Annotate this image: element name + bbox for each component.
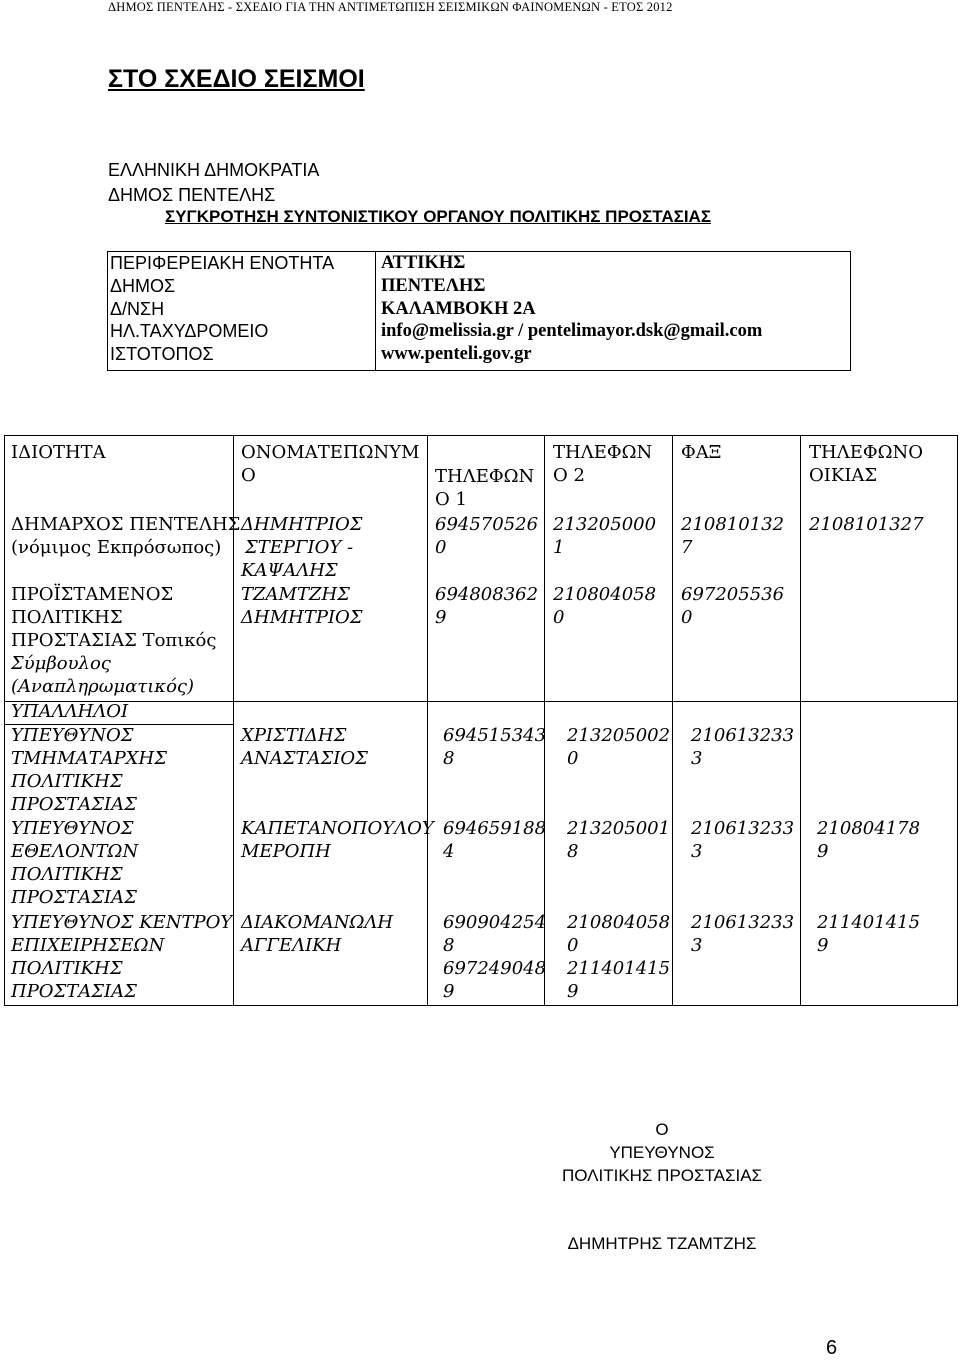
chief-role: ΥΠΕΥΘΥΝΟΣ (11, 725, 134, 746)
municipality-label: ΔΗΜΟΣ ΠΕΝΤΕΛΗΣ (108, 185, 276, 205)
info-value: ΑΤΤΙΚΗΣ (381, 253, 466, 273)
volunteers-fax: 210613233 (691, 818, 795, 839)
head-name: ΔΗΜΗΤΡΙΟΣ (241, 607, 363, 628)
ops-phone2: 9 (567, 981, 579, 1002)
chief-role: ΠΟΛΙΤΙΚΗΣ (11, 771, 123, 792)
republic-label: ΕΛΛΗΝΙΚΗ ΔΗΜΟΚΡΑΤΙΑ (108, 160, 320, 180)
email-link[interactable]: info@melissia.gr / pentelimayor.dsk@gmail.com (381, 321, 763, 342)
head-role: ΠΡΟΪΣΤΑΜΕΝΟΣ (11, 584, 174, 605)
volunteers-phone1: 4 (443, 841, 455, 862)
info-table (107, 251, 851, 371)
mayor-role: (νόμιμος Εκπρόσωπος) (11, 537, 222, 558)
volunteers-phone1: 694659188 (443, 818, 547, 839)
chief-phone1: 8 (443, 748, 455, 769)
head-role: (Αναπληρωματικός) (11, 676, 195, 697)
committee-title: ΣΥΓΚΡΟΤΗΣΗ ΣΥΝΤΟΝΙΣΤΙΚΟΥ ΟΡΓΑΝΟΥ ΠΟΛΙΤΙΚΗΣ ΠΡΟΣΤΑΣΙΑΣ (165, 207, 712, 226)
header-fax: ΦΑΞ (681, 442, 722, 463)
mayor-name: ΔΗΜΗΤΡΙΟΣ (241, 514, 363, 535)
head-phone1: 9 (435, 607, 447, 628)
ops-home: 9 (817, 935, 829, 956)
ops-phone2: 210804058 (567, 912, 671, 933)
chief-role: ΠΡΟΣΤΑΣΙΑΣ (11, 794, 137, 815)
employees-label: ΥΠΑΛΛΗΛΟΙ (11, 701, 129, 722)
ops-phone1: 8 (443, 935, 455, 956)
running-header: ΔΗΜΟΣ ΠΕΝΤΕΛΗΣ - ΣΧΕΔΙΟ ΓΙΑ ΤΗΝ ΑΝΤΙΜΕΤΩΠΙΣΗ ΣΕΙΣΜΙΚΩΝ ΦΑΙΝΟΜΕΝΩΝ - ΕΤΟΣ 2012 (108, 0, 673, 14)
head-fax: 0 (681, 607, 693, 628)
chief-fax: 3 (691, 748, 703, 769)
ops-role: ΥΠΕΥΘΥΝΟΣ ΚΕΝΤΡΟΥ (11, 912, 233, 933)
info-labels (108, 252, 376, 370)
volunteers-home: 210804178 (817, 818, 921, 839)
contacts-table (4, 435, 958, 1006)
header-phone2: ΤΗΛΕΦΩΝ (553, 442, 653, 463)
header-home: ΤΗΛΕΦΩΝΟ (809, 442, 924, 463)
ops-phone2: 0 (567, 935, 579, 956)
mayor-phone2: 213205000 (553, 514, 657, 535)
head-name: ΤΖΑΜΤΖΗΣ (241, 584, 350, 605)
ops-name: ΑΓΓΕΛΙΚΗ (241, 935, 342, 956)
mayor-fax: 210810132 (681, 514, 785, 535)
header-name: ΟΝΟΜΑΤΕΠΩΝΥΜ (241, 442, 420, 463)
ops-phone1: 9 (443, 981, 455, 1002)
info-label: ΙΣΤΟΤΟΠΟΣ (110, 344, 214, 365)
info-value: ΠΕΝΤΕΛΗΣ (381, 275, 486, 296)
chief-phone1: 694515343 (443, 725, 547, 746)
chief-phone2: 0 (567, 748, 579, 769)
mayor-phone2: 1 (553, 537, 565, 558)
header-home: ΟΙΚΙΑΣ (809, 465, 878, 486)
ops-phone1: 690904254 (443, 912, 547, 933)
head-phone2: 0 (553, 607, 565, 628)
volunteers-role: ΕΘΕΛΟΝΤΩΝ (11, 841, 139, 862)
column-divider (800, 724, 801, 1005)
header-role: ΙΔΙΟΤΗΤΑ (11, 442, 106, 463)
chief-role: ΤΜΗΜΑΤΑΡΧΗΣ (11, 748, 167, 769)
signature-line3: ΠΟΛΙΤΙΚΗΣ ΠΡΟΣΤΑΣΙΑΣ (561, 1166, 763, 1185)
signature-line1: Ο (655, 1120, 669, 1139)
ops-phone1: 697249048 (443, 958, 547, 979)
header-name: Ο (241, 465, 256, 486)
ops-home: 211401415 (817, 912, 921, 933)
volunteers-phone2: 8 (567, 841, 579, 862)
website-link[interactable]: www.penteli.gov.gr (381, 344, 532, 365)
chief-name: ΑΝΑΣΤΑΣΙΟΣ (241, 748, 368, 769)
volunteers-phone2: 213205001 (567, 818, 671, 839)
ops-role: ΕΠΙΧΕΙΡΗΣΕΩΝ (11, 935, 165, 956)
mayor-home: 2108101327 (809, 514, 924, 535)
volunteers-role: ΠΟΛΙΤΙΚΗΣ (11, 864, 123, 885)
chief-phone2: 213205002 (567, 725, 671, 746)
head-role: Σύμβουλος (11, 653, 111, 674)
ops-fax: 3 (691, 935, 703, 956)
info-value: ΚΑΛΑΜΒΟΚΗ 2Α (381, 298, 536, 319)
column-divider (427, 436, 428, 1005)
chief-name: ΧΡΙΣΤΙΔΗΣ (241, 725, 347, 746)
mayor-fax: 7 (681, 537, 693, 558)
header-phone1: ΤΗΛΕΦΩΝ (435, 466, 535, 487)
head-phone2: 210804058 (553, 584, 657, 605)
header-phone2: Ο 2 (553, 465, 585, 486)
mayor-phone1: 0 (435, 537, 447, 558)
page-title: ΣΤΟ ΣΧΕΔΙΟ ΣΕΙΣΜΟΙ (108, 65, 365, 93)
mayor-name: ΚΑΨΑΛΗΣ (241, 560, 338, 581)
mayor-role: ΔΗΜΑΡΧΟΣ ΠΕΝΤΕΛΗΣ (11, 514, 241, 535)
header-phone1: Ο 1 (435, 489, 467, 510)
mayor-name: ΣΤΕΡΓΙΟΥ - (245, 537, 354, 558)
head-phone1: 694808362 (435, 584, 539, 605)
info-label: ΗΛ.ΤΑΧΥΔΡΟΜΕΙΟ (110, 321, 269, 342)
mayor-phone1: 694570526 (435, 514, 539, 535)
volunteers-role: ΥΠΕΥΘΥΝΟΣ (11, 818, 134, 839)
chief-fax: 210613233 (691, 725, 795, 746)
ops-phone2: 211401415 (567, 958, 671, 979)
volunteers-name: ΚΑΠΕΤΑΝΟΠΟΥΛΟΥ (241, 818, 434, 839)
page-number: 6 (826, 1337, 838, 1359)
signature-line2: ΥΠΕΥΘΥΝΟΣ (609, 1143, 715, 1162)
ops-fax: 210613233 (691, 912, 795, 933)
head-role: ΠΡΟΣΤΑΣΙΑΣ Τοπικός (11, 630, 217, 651)
ops-role: ΠΡΟΣΤΑΣΙΑΣ (11, 981, 137, 1002)
info-label: Δ/ΝΣΗ (110, 298, 165, 319)
info-values (377, 252, 850, 370)
ops-name: ΔΙΑΚΟΜΑΝΩΛΗ (241, 912, 394, 933)
ops-role: ΠΟΛΙΤΙΚΗΣ (11, 958, 123, 979)
column-divider (672, 436, 673, 1005)
signature-name: ΔΗΜΗΤΡΗΣ ΤΖΑΜΤΖΗΣ (567, 1234, 757, 1253)
info-label: ΠΕΡΙΦΕΡΕΙΑΚΗ ΕΝΟΤΗΤΑ (110, 253, 335, 273)
volunteers-name: ΜΕΡΟΠΗ (241, 841, 331, 862)
head-role: ΠΟΛΙΤΙΚΗΣ (11, 607, 123, 628)
volunteers-fax: 3 (691, 841, 703, 862)
info-label: ΔΗΜΟΣ (110, 275, 176, 296)
volunteers-home: 9 (817, 841, 829, 862)
row-divider (5, 701, 957, 702)
head-fax: 697205536 (681, 584, 785, 605)
volunteers-role: ΠΡΟΣΤΑΣΙΑΣ (11, 887, 137, 908)
